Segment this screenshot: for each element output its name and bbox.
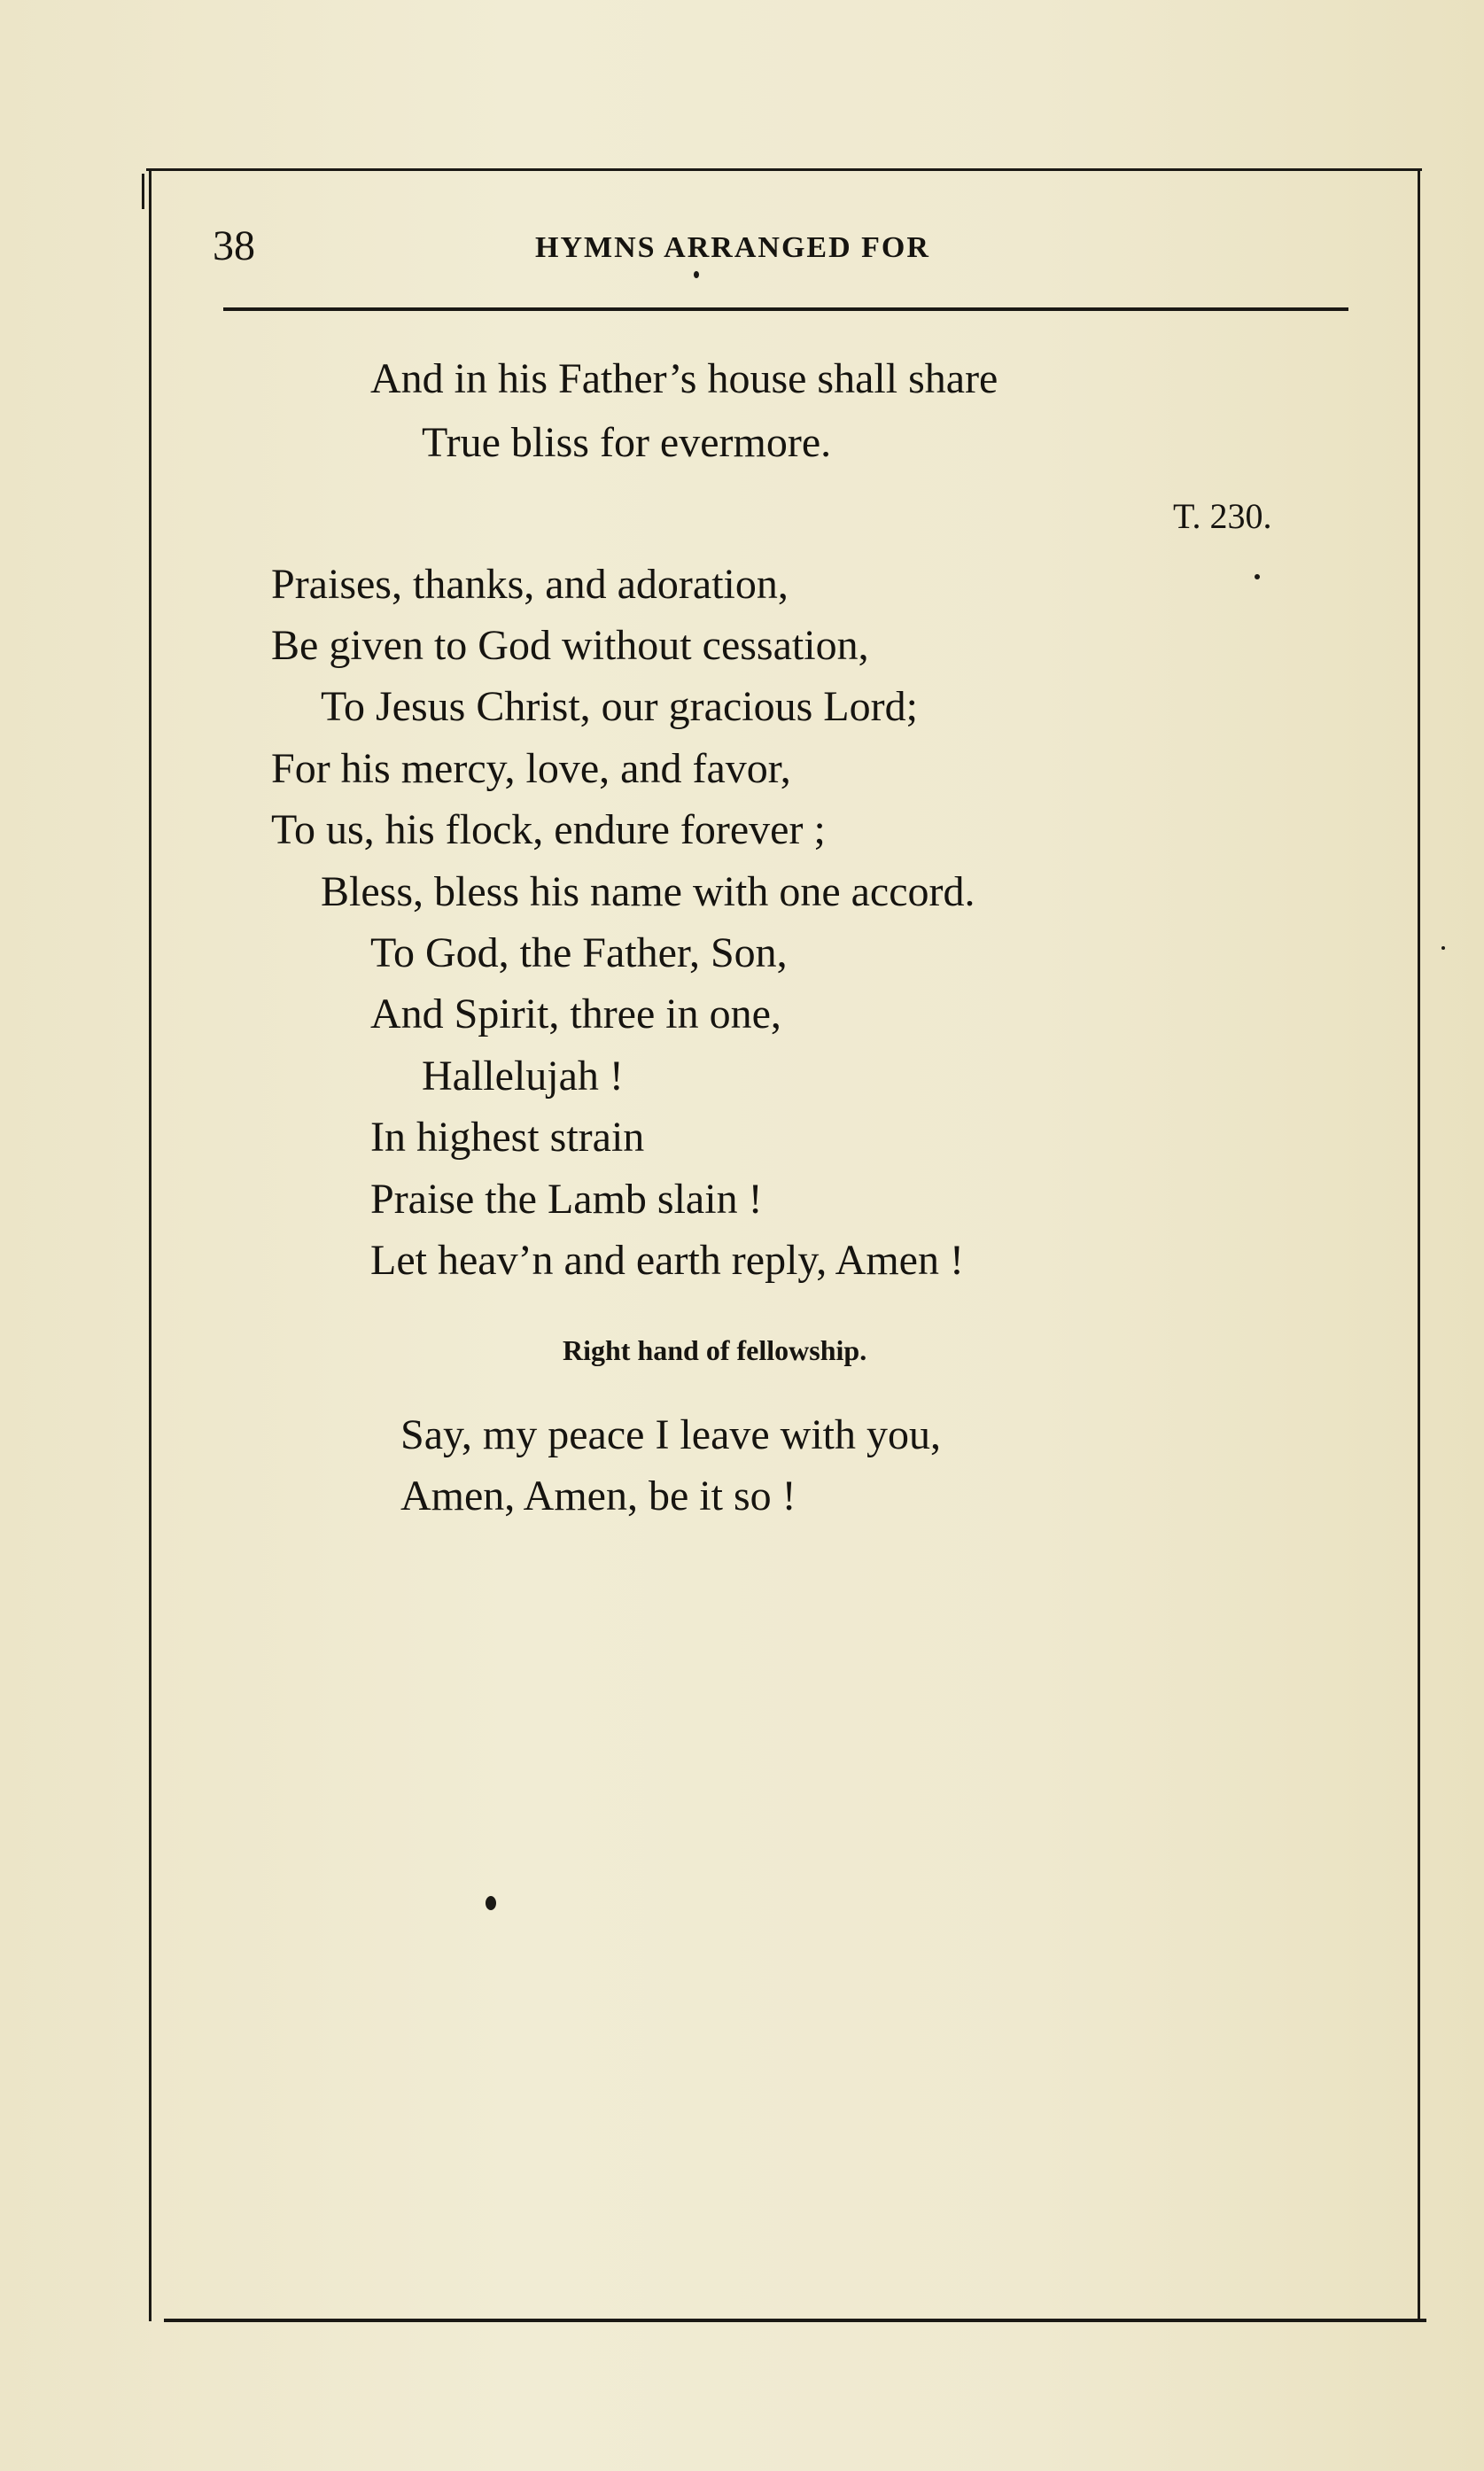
hymn-line: To Jesus Christ, our gracious Lord;: [321, 683, 918, 730]
frame-left-tick: [142, 174, 144, 209]
frame-right-border: [1418, 168, 1420, 2321]
hymn-line: Be given to God without cessation,: [271, 622, 869, 669]
frame-bottom-border: [164, 2319, 1426, 2322]
page-number: 38: [213, 222, 255, 269]
print-speck: [694, 271, 699, 278]
hymn-line: Let heav’n and earth reply, Amen !: [370, 1237, 964, 1284]
hymn-line: Praise the Lamb slain !: [370, 1176, 763, 1223]
hymn-line: And Spirit, three in one,: [370, 991, 781, 1037]
frame-top-border: [146, 168, 1422, 171]
hymn-line: To God, the Father, Son,: [370, 929, 788, 976]
fellowship-rubric: Right hand of fellowship.: [563, 1334, 867, 1366]
print-speck: [486, 1896, 496, 1910]
fellowship-line: Amen, Amen, be it so !: [400, 1472, 796, 1519]
hymn-line: In highest strain: [370, 1114, 645, 1161]
hymn-line: To us, his flock, endure forever ;: [271, 806, 826, 853]
print-speck: [1255, 574, 1260, 579]
tune-number: T. 230.: [1173, 496, 1272, 536]
fellowship-line: Say, my peace I leave with you,: [400, 1411, 942, 1458]
hymn-line: For his mercy, love, and favor,: [271, 745, 791, 792]
print-speck: [1441, 946, 1445, 950]
frame-left-border: [149, 168, 152, 2321]
hymn-line: Hallelujah !: [422, 1053, 624, 1100]
hymn-line: Praises, thanks, and adoration,: [271, 561, 789, 608]
header-rule: [223, 307, 1348, 311]
stanza-line: And in his Father’s house shall share: [370, 355, 998, 402]
hymn-line: Bless, bless his name with one accord.: [321, 868, 975, 915]
running-head: HYMNS ARRANGED FOR: [535, 231, 930, 264]
stanza-line: True bliss for evermore.: [422, 419, 832, 466]
